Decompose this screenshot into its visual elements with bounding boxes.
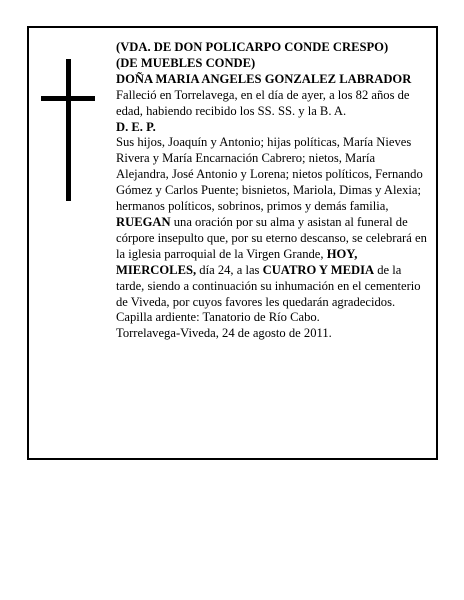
- obituary-notice: [27, 26, 438, 460]
- funeral-text-3: de la tarde, siendo a continuación su inhumación en el cementerio de Viveda, por cuyos favores les quedarán agradecidos. Capilla ardiente: Tanatorio de Río Cabo.: [116, 262, 421, 325]
- family-list: Sus hijos, Joaquín y Antonio; hijas políticas, María Nieves Rivera y María Encarnación Cabrero; nietos, María Alejandra, José Antonio y Lorena; nietos políticos, Fernando Gómez y Carlos Puente; bisnietos, Mariola, Dimas y Alexia; hermanos políticos, sobrinos, primos y demás familia,: [116, 135, 423, 214]
- funeral-time: CUATRO Y MEDIA: [262, 262, 375, 277]
- cross-vertical-bar: [66, 59, 71, 201]
- ruegan-word: RUEGAN: [116, 214, 171, 229]
- death-notice: Falleció en Torrelavega, en el día de ayer, a los 82 años de edad, habiendo recibido los SS. SS. y la B. A.: [116, 87, 410, 118]
- place-date: Torrelavega-Viveda, 24 de agosto de 2011.: [116, 326, 332, 341]
- cross-icon: [41, 59, 95, 201]
- business-line: (DE MUEBLES CONDE): [116, 55, 256, 70]
- widow-of-line: (VDA. DE DON POLICARPO CONDE CRESPO): [116, 40, 389, 54]
- funeral-text-2: día 24, a las: [196, 262, 263, 277]
- deceased-name: DOÑA MARIA ANGELES GONZALEZ LABRADOR: [116, 71, 412, 86]
- funeral-paragraph: [116, 215, 428, 326]
- funeral-text-1: una oración por su alma y asistan al funeral de córpore insepulto que, por su eterno descanso, se celebrará en la iglesia parroquial de la Virgen Grande,: [116, 214, 427, 261]
- funeral-day: HOY, MIERCOLES,: [116, 246, 358, 277]
- obituary-text: [116, 40, 428, 342]
- rip-line: D. E. P.: [116, 119, 156, 134]
- cross-horizontal-bar: [41, 96, 95, 101]
